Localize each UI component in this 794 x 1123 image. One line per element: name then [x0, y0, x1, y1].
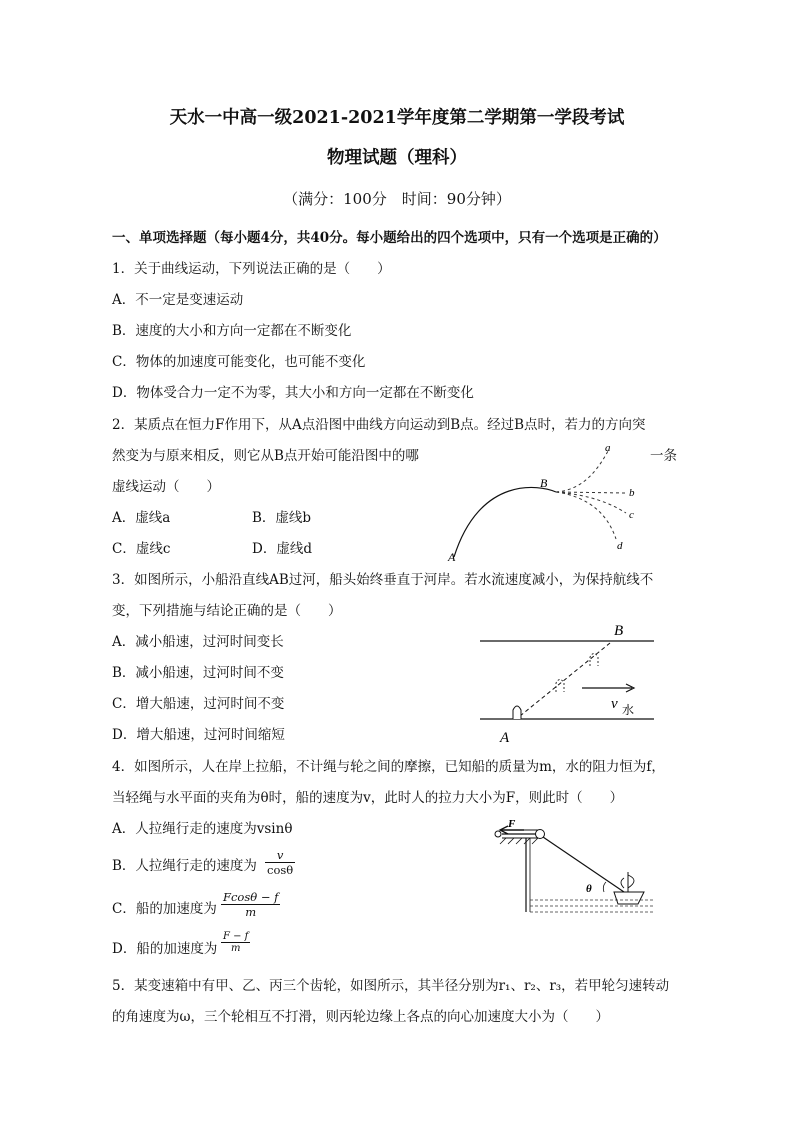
q3-fig-label-b: B — [614, 623, 624, 639]
q5-stem-line1: 5．某变速箱中有甲、乙、丙三个齿轮，如图所示，其半径分别为r₁、r₂、r₃，若甲轮匀速转动 — [112, 978, 670, 994]
q2-option-c: C．虚线c — [112, 541, 171, 557]
q4-fig-label-f: F — [508, 818, 516, 830]
q4-option-a: A．人拉绳行走的速度为vsinθ — [112, 821, 293, 837]
q4-c-denominator: m — [221, 904, 280, 919]
q2-fig-label-curve-b: b — [629, 487, 635, 499]
q4-option-c-fraction — [221, 890, 280, 919]
q1-option-d: D．物体受合力一定不为零，其大小和方向一定都在不断变化 — [112, 385, 474, 401]
q4-option-c: C．船的加速度为 — [112, 901, 217, 917]
q1-option-b: B．速度的大小和方向一定都在不断变化 — [112, 323, 352, 339]
q2-stem-line3: 虚线运动（ ） — [112, 479, 220, 495]
q4-d-denominator: m — [221, 942, 250, 954]
q3-option-b: B．减小船速，过河时间不变 — [112, 665, 284, 681]
q2-fig-label-curve-a: a — [605, 442, 611, 454]
q4-option-d-fraction — [221, 931, 250, 954]
q1-option-c: C．物体的加速度可能变化，也可能不变化 — [112, 354, 366, 370]
q3-river-figure — [476, 620, 656, 750]
q2-option-d: D．虚线d — [252, 541, 312, 557]
q4-option-d: D．船的加速度为 — [112, 941, 218, 957]
q3-fig-label-sub: 水 — [622, 703, 635, 717]
q2-stem-line2: 然变为与原来相反，则它从B点开始可能沿图中的哪 — [112, 448, 419, 464]
q3-option-d: D．增大船速，过河时间缩短 — [112, 727, 285, 743]
q4-stem-line1: 4．如图所示，人在岸上拉船，不计绳与轮之间的摩擦，已知船的质量为m，水的阻力恒为f， — [112, 759, 665, 775]
q2-stem-line1: 2．某质点在恒力F作用下，从A点沿图中曲线方向运动到B点。经过B点时，若力的方向突 — [112, 417, 646, 433]
q1-option-a: A．不一定是变速运动 — [112, 292, 244, 308]
q2-fig-label-a: A — [448, 550, 456, 564]
q2-fig-label-curve-c: c — [629, 509, 634, 521]
q2-fig-label-b: B — [540, 476, 548, 490]
q3-option-c: C．增大船速，过河时间不变 — [112, 696, 285, 712]
exam-meta: （满分：100分 时间：90分钟） — [283, 190, 511, 208]
q4-option-b: B．人拉绳行走的速度为 — [112, 858, 257, 874]
exam-title: 天水一中高一级2021-2021学年度第二学期第一学段考试 — [169, 108, 625, 128]
q5-stem-line2: 的角速度为ω，三个轮相互不打滑，则丙轮边缘上各点的向心加速度大小为（ ） — [112, 1009, 610, 1025]
q3-stem-line1: 3．如图所示，小船沿直线AB过河，船头始终垂直于河岸。若水流速度减小，为保持航线不 — [112, 572, 654, 588]
q1-stem: 1．关于曲线运动，下列说法正确的是（ ） — [112, 261, 391, 277]
q2-option-b: B．虚线b — [252, 510, 312, 526]
q3-fig-label-v: v — [611, 696, 618, 712]
q4-d-numerator: F − f — [223, 931, 249, 942]
q4-b-numerator: v — [276, 848, 284, 862]
q4-fig-label-theta: θ — [586, 883, 592, 895]
exam-subtitle: 物理试题（理科） — [327, 148, 467, 168]
q4-pulley-figure — [486, 820, 656, 920]
q4-b-denominator: cosθ — [267, 863, 294, 877]
q2-option-a: A．虚线a — [112, 510, 171, 526]
q3-stem-line2: 变，下列措施与结论正确的是（ ） — [112, 603, 342, 619]
section-heading: 一、单项选择题（每小题4分，共40分。每小题给出的四个选项中，只有一个选项是正确的） — [112, 230, 667, 246]
q4-option-b-fraction — [265, 848, 295, 877]
q2-trajectory-figure — [440, 435, 650, 565]
q4-stem-line2: 当轻绳与水平面的夹角为θ时，船的速度为v，此时人的拉力大小为F，则此时（ ） — [112, 790, 624, 806]
q2-stem-line2-tail: 一条 — [650, 448, 677, 464]
q3-option-a: A．减小船速，过河时间变长 — [112, 634, 284, 650]
q4-c-numerator: Fcosθ − f — [223, 890, 279, 904]
q3-fig-label-a: A — [500, 730, 510, 746]
q2-fig-label-curve-d: d — [617, 540, 623, 552]
